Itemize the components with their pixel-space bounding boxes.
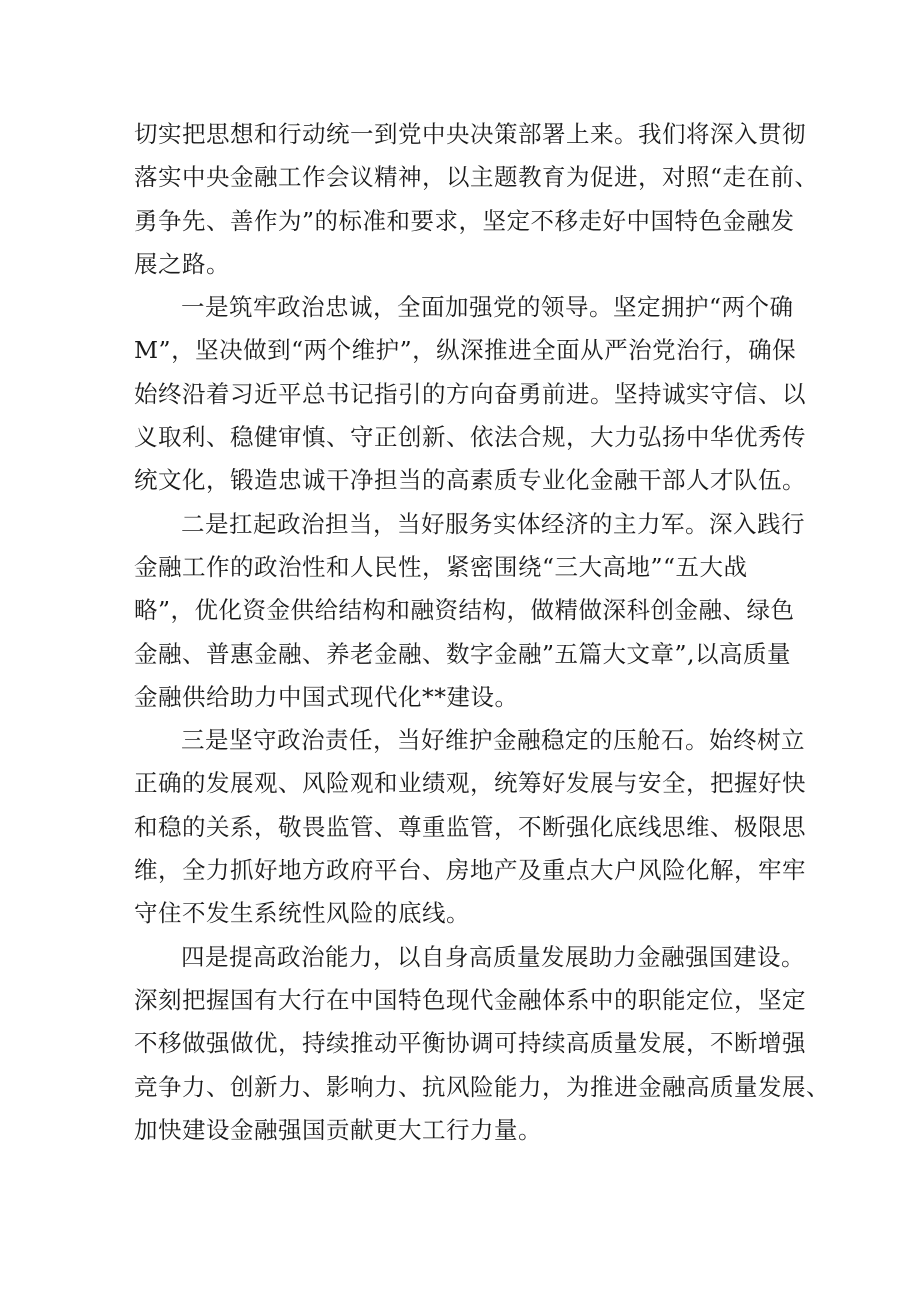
- text-line: 三是坚守政治责任，当好维护金融稳定的压舱石。始终树立: [181, 726, 805, 755]
- text-line: 正确的发展观、风险观和业绩观，统筹好发展与安全，把握好快: [134, 769, 806, 798]
- text-line: 竞争力、创新力、影响力、抗风险能力，为推进金融高质量发展、: [134, 1072, 830, 1101]
- text-line: 加快建设金融强国贡献更大工行力量。: [134, 1115, 542, 1144]
- text-line: 二是扛起政治担当，当好服务实体经济的主力军。深入践行: [181, 509, 805, 538]
- text-line: 落实中央金融工作会议精神，以主题教育为促进，对照“走在前、: [134, 163, 819, 192]
- text-line: 展之路。: [134, 249, 230, 278]
- paragraph-3: [134, 503, 805, 719]
- paragraph-2: [134, 286, 806, 502]
- paragraph-5: [134, 936, 830, 1152]
- text-line: 守住不发生系统性风险的底线。: [134, 899, 470, 928]
- text-line: 金融工作的政治性和人民性，紧密围绕“三大高地”“五大战: [134, 552, 748, 581]
- text-line: 和稳的关系，敬畏监管、尊重监管，不断强化底线思维、极限思: [134, 812, 806, 841]
- text-line: M”，坚决做到“两个维护”，纵深推进全面从严治党治行，确保: [134, 336, 797, 365]
- text-line: 不移做强做优，持续推动平衡协调可持续高质量发展，不断增强: [134, 1029, 806, 1058]
- text-line: 始终沿着习近平总书记指引的方向奋勇前进。坚持诚实守信、以: [134, 379, 806, 408]
- text-line: 金融供给助力中国式现代化**建设。: [134, 682, 519, 711]
- text-line: 金融、普惠金融、养老金融、数字金融”五篇大文章”,以高质量: [134, 639, 791, 668]
- text-line: 义取利、稳健审慎、守正创新、依法合规，大力弘扬中华优秀传: [134, 423, 806, 452]
- text-line: 统文化，锻造忠诚干净担当的高素质专业化金融干部人才队伍。: [134, 466, 806, 495]
- paragraph-4: [134, 719, 806, 935]
- text-line: 深刻把握国有大行在中国特色现代金融体系中的职能定位，坚定: [134, 985, 806, 1014]
- text-line: 四是提高政治能力，以自身高质量发展助力金融强国建设。: [181, 942, 805, 971]
- text-line: 切实把思想和行动统一到党中央决策部署上来。我们将深入贯彻: [134, 120, 806, 148]
- text-line: 一是筑牢政治忠诚，全面加强党的领导。坚定拥护“两个确: [181, 293, 794, 322]
- text-line: 维，全力抓好地方政府平台、房地产及重点大户风险化解，牢牢: [134, 856, 806, 885]
- text-line: 略”，优化资金供给结构和融资结构，做精做深科创金融、绿色: [134, 596, 795, 625]
- paragraph-1: [134, 113, 819, 286]
- document-body: [134, 113, 830, 1152]
- text-line: 勇争先、善作为”的标准和要求，坚定不移走好中国特色金融发: [134, 206, 795, 235]
